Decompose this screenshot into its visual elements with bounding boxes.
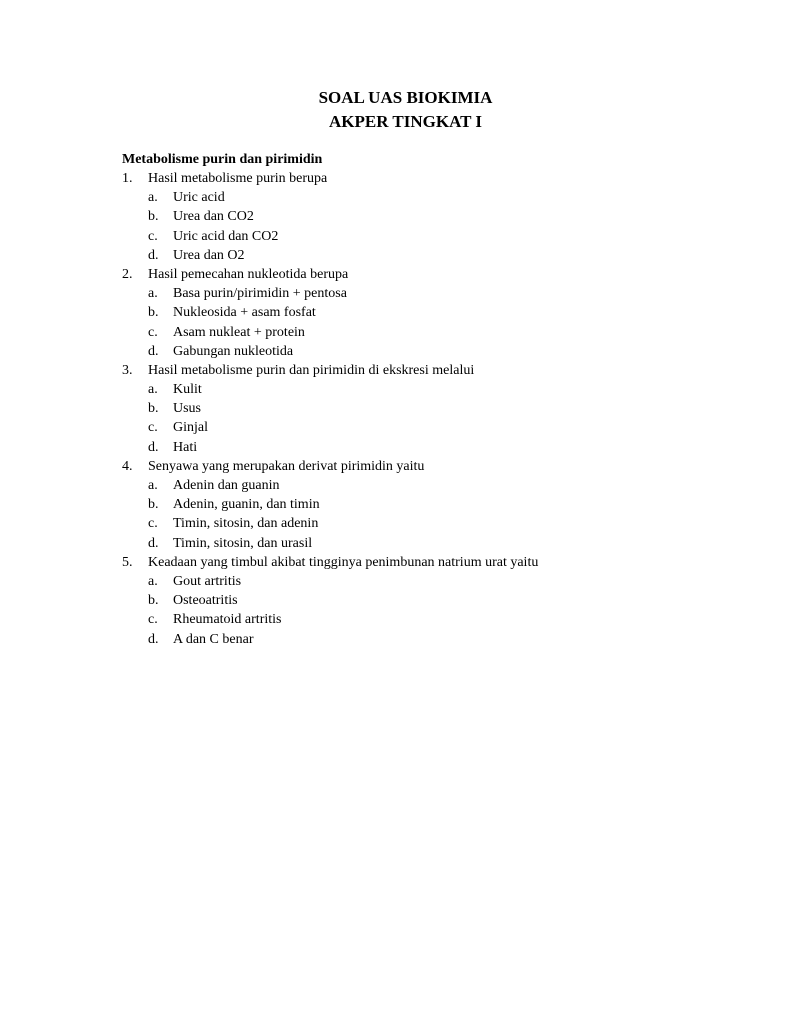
document-title: SOAL UAS BIOKIMIA (318, 88, 493, 107)
question-row (122, 169, 742, 188)
option-letter: a. (148, 382, 158, 398)
option-row (122, 495, 742, 514)
option-row (122, 380, 742, 399)
option-text: Gout artritis (173, 573, 242, 589)
option-letter: c. (148, 324, 158, 340)
document-subtitle: AKPER TINGKAT I (328, 112, 483, 131)
option-row (122, 630, 742, 649)
question-2 (122, 265, 742, 361)
option-row (122, 438, 742, 457)
option-letter: d. (148, 631, 159, 647)
option-text: Timin, sitosin, dan urasil (173, 535, 313, 551)
question-text: Hasil pemecahan nukleotida berupa (148, 266, 349, 282)
question-4 (122, 457, 742, 553)
option-text: Kulit (173, 382, 202, 398)
option-row (122, 476, 742, 495)
question-number: 5. (122, 554, 133, 570)
question-row (122, 265, 742, 284)
option-text: Urea dan CO2 (173, 209, 254, 225)
section-heading: Metabolisme purin dan pirimidin (122, 152, 323, 167)
option-text: Hati (173, 439, 198, 455)
option-letter: a. (148, 478, 158, 493)
option-text: Urea dan O2 (173, 247, 245, 263)
option-letter: b. (148, 209, 159, 225)
option-letter: a. (148, 190, 158, 206)
option-row (122, 207, 742, 226)
option-text: Adenin, guanin, dan timin (173, 497, 320, 513)
question-row (122, 361, 742, 380)
option-row (122, 342, 742, 361)
question-text: Senyawa yang merupakan derivat pirimidin yaitu (148, 458, 425, 474)
option-text: Uric acid dan CO2 (173, 228, 279, 244)
option-row (122, 227, 742, 246)
option-row (122, 572, 742, 591)
option-row (122, 534, 742, 553)
option-letter: d. (148, 535, 159, 551)
option-letter: c. (148, 516, 158, 532)
option-letter: d. (148, 439, 159, 455)
option-text: Gabungan nukleotida (173, 343, 294, 359)
option-row (122, 399, 742, 418)
question-text: Hasil metabolisme purin berupa (148, 171, 328, 186)
option-text: Nukleosida + asam fosfat (173, 305, 316, 321)
option-letter: a. (148, 573, 158, 589)
option-text: Ginjal (173, 420, 208, 436)
option-text: Usus (173, 401, 202, 417)
option-text: Adenin dan guanin (173, 478, 280, 493)
question-text: Keadaan yang timbul akibat tingginya penimbunan natrium urat yaitu (148, 554, 539, 570)
option-text: Osteoatritis (173, 593, 238, 609)
option-letter: b. (148, 305, 159, 321)
option-row (122, 246, 742, 265)
question-1 (122, 169, 742, 265)
question-text: Hasil metabolisme purin dan pirimidin di ekskresi melalui (148, 362, 475, 378)
option-letter: d. (148, 247, 159, 263)
option-letter: b. (148, 593, 159, 609)
option-row (122, 514, 742, 533)
document-title-block (0, 86, 791, 134)
question-number: 2. (122, 266, 133, 282)
option-text: Rheumatoid artritis (173, 612, 282, 628)
question-row (122, 457, 742, 476)
option-row (122, 610, 742, 629)
option-row (122, 418, 742, 437)
option-row (122, 303, 742, 322)
option-text: Timin, sitosin, dan adenin (173, 516, 319, 532)
option-letter: c. (148, 420, 158, 436)
document-content (122, 150, 742, 649)
option-text: Asam nukleat + protein (173, 324, 305, 340)
option-row (122, 591, 742, 610)
option-row (122, 188, 742, 207)
option-letter: a. (148, 286, 158, 302)
question-3 (122, 361, 742, 457)
question-5 (122, 553, 742, 649)
question-number: 1. (122, 171, 133, 186)
option-letter: c. (148, 228, 158, 244)
option-text: Uric acid (173, 190, 225, 206)
option-text: Basa purin/pirimidin + pentosa (173, 286, 347, 302)
question-number: 3. (122, 362, 133, 378)
option-row (122, 284, 742, 303)
option-text: A dan C benar (173, 631, 254, 647)
option-letter: b. (148, 401, 159, 417)
question-number: 4. (122, 458, 133, 474)
option-letter: b. (148, 497, 159, 513)
question-row (122, 553, 742, 572)
option-letter: d. (148, 343, 159, 359)
option-letter: c. (148, 612, 158, 628)
option-row (122, 323, 742, 342)
